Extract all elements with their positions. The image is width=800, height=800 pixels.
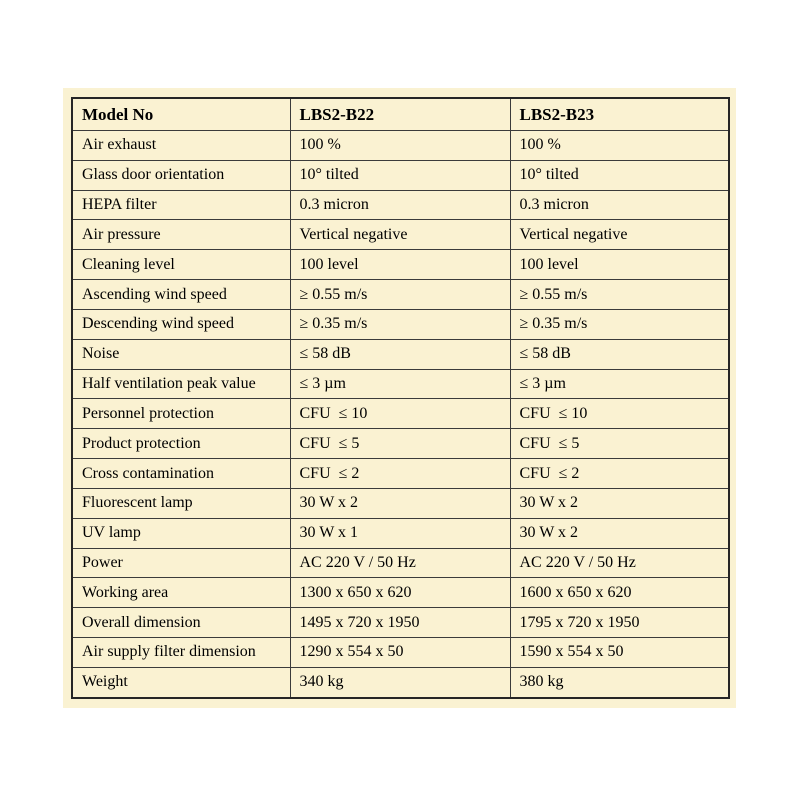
- row-label: Air exhaust: [72, 131, 290, 161]
- row-label: Cross contamination: [72, 459, 290, 489]
- cell-value: CFU ≤ 10: [290, 399, 510, 429]
- row-label: Noise: [72, 339, 290, 369]
- cell-value: 1495 x 720 x 1950: [290, 608, 510, 638]
- row-label: UV lamp: [72, 518, 290, 548]
- cell-value: 30 W x 2: [290, 488, 510, 518]
- row-label: Weight: [72, 667, 290, 698]
- header-row: [72, 98, 729, 131]
- cell-value: 30 W x 1: [290, 518, 510, 548]
- header-model-lbs2-b23: LBS2-B23: [510, 98, 729, 131]
- cell-value: CFU ≤ 10: [510, 399, 729, 429]
- cell-value: 0.3 micron: [510, 190, 729, 220]
- cell-value: CFU ≤ 2: [290, 459, 510, 489]
- cell-value: 30 W x 2: [510, 518, 729, 548]
- row-label: Product protection: [72, 429, 290, 459]
- cell-value: ≤ 3 µm: [290, 369, 510, 399]
- row-label: HEPA filter: [72, 190, 290, 220]
- table-row: [72, 250, 729, 280]
- table-row: [72, 280, 729, 310]
- cell-value: CFU ≤ 5: [510, 429, 729, 459]
- row-label: Cleaning level: [72, 250, 290, 280]
- table-row: [72, 608, 729, 638]
- row-label: Ascending wind speed: [72, 280, 290, 310]
- cell-value: 1600 x 650 x 620: [510, 578, 729, 608]
- row-label: Descending wind speed: [72, 309, 290, 339]
- table-row: [72, 459, 729, 489]
- cell-value: 100 %: [510, 131, 729, 161]
- cell-value: ≤ 3 µm: [510, 369, 729, 399]
- table-row: [72, 190, 729, 220]
- table-row: [72, 369, 729, 399]
- table-row: [72, 160, 729, 190]
- cell-value: 0.3 micron: [290, 190, 510, 220]
- row-label: Working area: [72, 578, 290, 608]
- cell-value: 100 level: [290, 250, 510, 280]
- row-label: Fluorescent lamp: [72, 488, 290, 518]
- table-row: [72, 220, 729, 250]
- cell-value: 10° tilted: [510, 160, 729, 190]
- table-row: [72, 518, 729, 548]
- row-label: Glass door orientation: [72, 160, 290, 190]
- table-row: [72, 339, 729, 369]
- row-label: Air pressure: [72, 220, 290, 250]
- spec-panel: [63, 88, 736, 708]
- row-label: Air supply filter dimension: [72, 638, 290, 668]
- cell-value: 380 kg: [510, 667, 729, 698]
- spec-table: [71, 97, 730, 699]
- cell-value: AC 220 V / 50 Hz: [290, 548, 510, 578]
- cell-value: AC 220 V / 50 Hz: [510, 548, 729, 578]
- cell-value: 1290 x 554 x 50: [290, 638, 510, 668]
- cell-value: 1300 x 650 x 620: [290, 578, 510, 608]
- table-row: [72, 429, 729, 459]
- cell-value: ≥ 0.55 m/s: [290, 280, 510, 310]
- cell-value: 1590 x 554 x 50: [510, 638, 729, 668]
- table-row: [72, 309, 729, 339]
- table-row: [72, 399, 729, 429]
- cell-value: 10° tilted: [290, 160, 510, 190]
- table-row: [72, 638, 729, 668]
- row-label: Overall dimension: [72, 608, 290, 638]
- cell-value: CFU ≤ 2: [510, 459, 729, 489]
- table-row: [72, 488, 729, 518]
- cell-value: ≥ 0.35 m/s: [290, 309, 510, 339]
- row-label: Personnel protection: [72, 399, 290, 429]
- table-row: [72, 578, 729, 608]
- table-row: [72, 131, 729, 161]
- cell-value: 340 kg: [290, 667, 510, 698]
- row-label: Half ventilation peak value: [72, 369, 290, 399]
- row-label: Power: [72, 548, 290, 578]
- cell-value: Vertical negative: [510, 220, 729, 250]
- cell-value: 100 level: [510, 250, 729, 280]
- table-row: [72, 548, 729, 578]
- cell-value: ≥ 0.55 m/s: [510, 280, 729, 310]
- cell-value: ≤ 58 dB: [510, 339, 729, 369]
- header-model-lbs2-b22: LBS2-B22: [290, 98, 510, 131]
- table-row: [72, 667, 729, 698]
- cell-value: 1795 x 720 x 1950: [510, 608, 729, 638]
- cell-value: Vertical negative: [290, 220, 510, 250]
- cell-value: ≤ 58 dB: [290, 339, 510, 369]
- cell-value: ≥ 0.35 m/s: [510, 309, 729, 339]
- header-model-no: Model No: [72, 98, 290, 131]
- cell-value: 100 %: [290, 131, 510, 161]
- cell-value: CFU ≤ 5: [290, 429, 510, 459]
- cell-value: 30 W x 2: [510, 488, 729, 518]
